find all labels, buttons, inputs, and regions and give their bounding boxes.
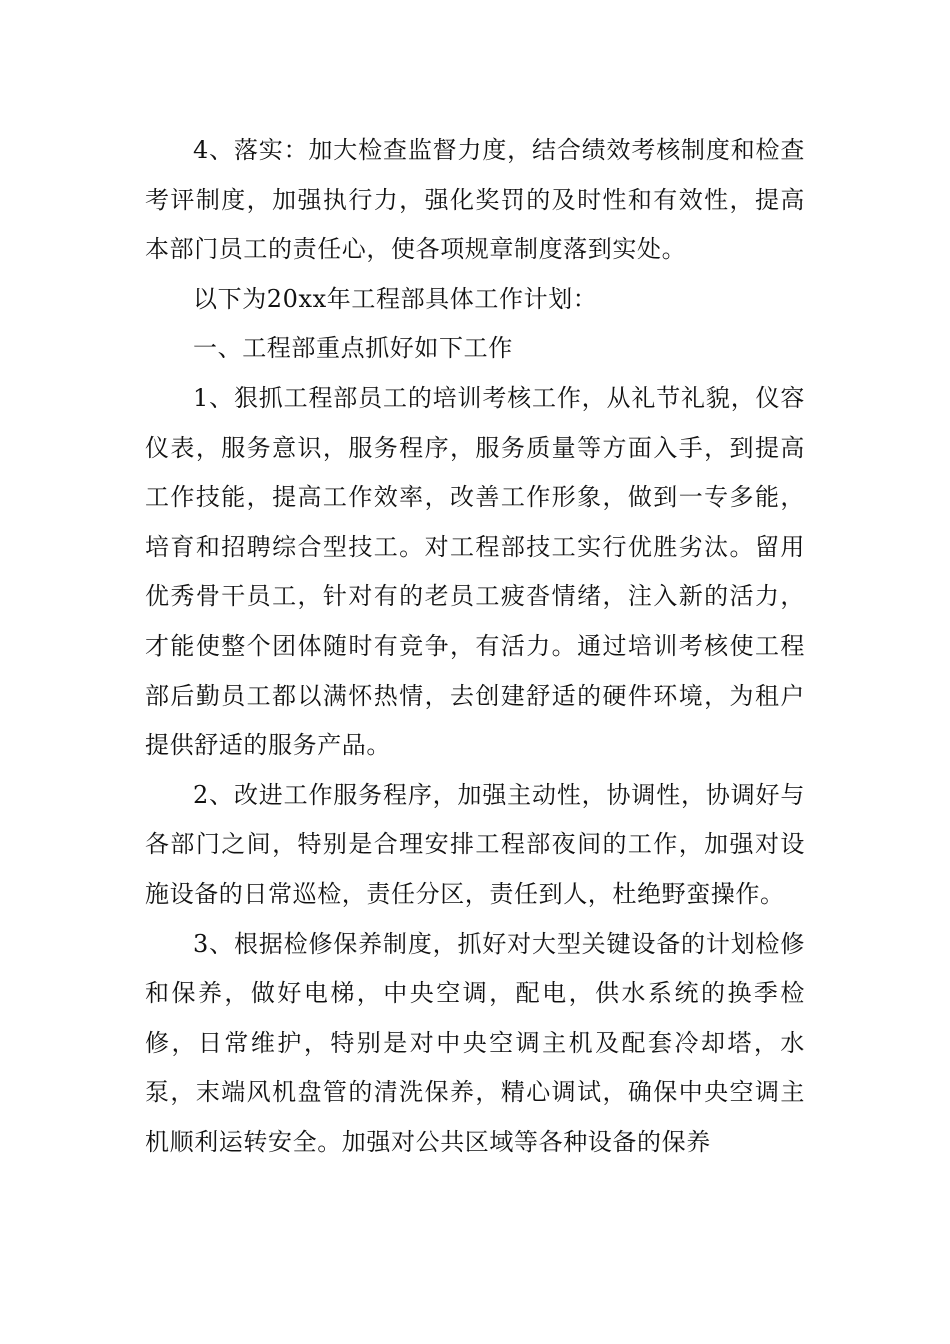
paragraph-maintenance: 3、根据检修保养制度，抓好对大型关键设备的计划检修和保养，做好电梯，中央空调，配电，供水系统的换季检修，日常维护，特别是对中央空调主机及配套冷却塔，水泵，末端风机盘管的清洗保养，精心调试，确保中央空调主机顺利运转安全。加强对公共区域等各种设备的保养 <box>145 929 805 1156</box>
paragraph-training: 1、狠抓工程部员工的培训考核工作，从礼节礼貌，仪容仪表，服务意识，服务程序，服务质量等方面入手，到提高工作技能，提高工作效率，改善工作形象，做到一专多能，培育和招聘综合型技工。对工程部技工实行优胜劣汰。留用优秀骨干员工，针对有的老员工疲沓情绪，注入新的活力，才能使整个团体随时有竞争，有活力。通过培训考核使工程部后勤员工都以满怀热情，去创建舒适的硬件环境，为租户提供舒适的服务产品。 <box>145 383 805 760</box>
paragraph-plan-intro: 以下为20xx年工程部具体工作计划： <box>193 284 598 313</box>
paragraph-service-procedure: 2、改进工作服务程序，加强主动性，协调性，协调好与各部门之间，特别是合理安排工程部夜间的工作，加强对设施设备的日常巡检，责任分区，责任到人，杜绝野蛮操作。 <box>145 780 805 908</box>
section-heading-key-work: 一、工程部重点抓好如下工作 <box>193 334 513 363</box>
paragraph-implementation: 4、落实：加大检查监督力度，结合绩效考核制度和检查考评制度，加强执行力，强化奖罚的及时性和有效性，提高本部门员工的责任心，使各项规章制度落到实处。 <box>145 136 805 264</box>
document-body <box>145 126 805 1167</box>
